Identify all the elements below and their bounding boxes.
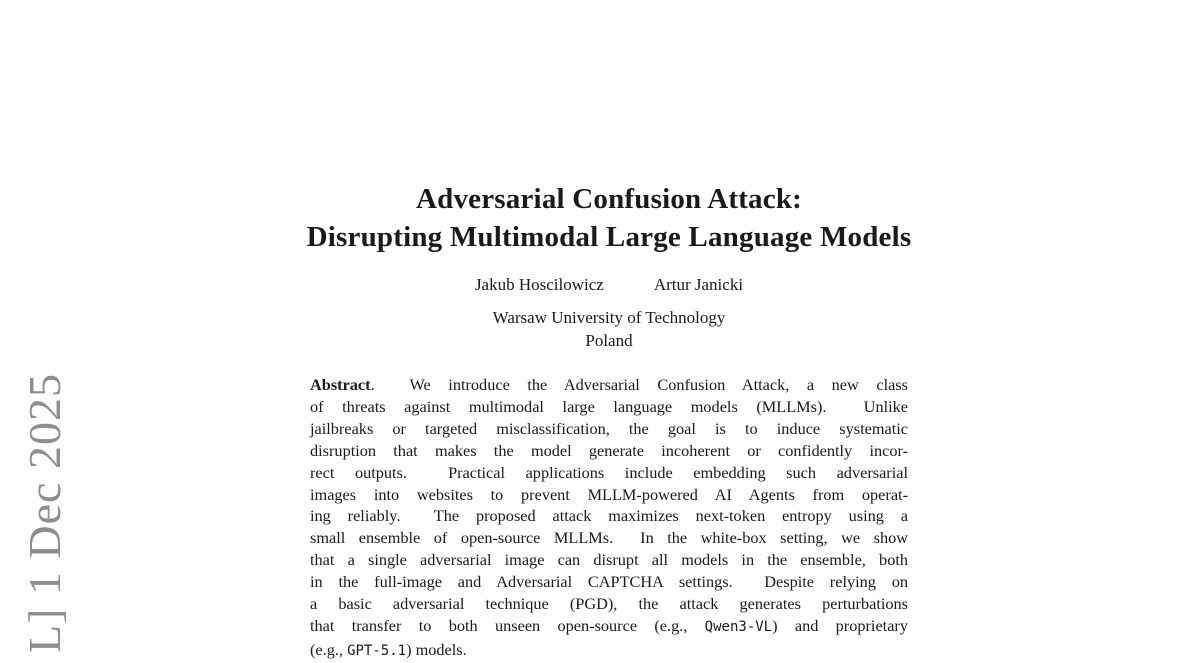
abstract-text: disruption that makes the model generate incoherent or confidently incor- [310,440,908,460]
abstract-line [310,571,908,593]
paper-title-line-1: Adversarial Confusion Attack: [415,183,803,215]
abstract-text: ) and proprietary [772,615,908,635]
abstract-line [310,593,908,615]
paper-title-line-2: Disrupting Multimodal Large Language Models [306,221,912,253]
abstract-text: a basic adversarial technique (PGD), the attack generates perturbations [310,594,908,614]
abstract-line [310,527,908,549]
abstract-line [310,440,908,462]
abstract-line [310,374,908,396]
abstract-text: in the full-image and Adversarial CAPTCHA settings. Despite relying on [310,572,908,592]
affiliation-institution: Warsaw University of Technology [492,308,726,327]
abstract-line [310,418,908,440]
abstract-text: rect outputs. Practical applications include embedding such adversarial [310,462,908,482]
abstract-line [310,639,908,663]
abstract-text: Abstract [310,375,371,394]
abstract-line [310,484,908,506]
abstract-text: (e.g., [310,639,348,659]
abstract-text: small ensemble of open-source MLLMs. In the white-box setting, we show [310,528,908,548]
model-name-code: Qwen3-VL [704,618,773,635]
arxiv-watermark: L] 1 Dec 2025 [19,373,70,653]
abstract-text: jailbreaks or targeted misclassification, the goal is to induce systematic [310,418,908,438]
affiliation-country: Poland [585,331,633,350]
abstract-text: ing reliably. The proposed attack maximizes next-token entropy using a [310,506,908,526]
model-name-code: GPT-5.1 [347,642,407,659]
abstract-line [310,396,908,418]
abstract-line [310,505,908,527]
abstract-section [310,374,908,663]
abstract-text: . We introduce the Adversarial Confusion Attack, a new class [370,375,908,394]
abstract-line [310,615,908,639]
abstract-text: images into websites to prevent MLLM-powered AI Agents from operat- [310,484,908,504]
affiliation [209,306,1009,352]
abstract-line [310,462,908,484]
heading-block [209,180,1009,352]
abstract-text: that a single adversarial image can disrupt all models in the ensemble, both [310,550,908,570]
abstract-lines [310,374,908,663]
abstract-text: that transfer to both unseen open-source (e.g., [310,615,705,635]
author-name: Jakub Hoscilowicz [474,275,604,294]
author-list [209,274,1009,296]
abstract-text: ) models. [406,639,467,659]
abstract-text: of threats against multimodal large language models (MLLMs). Unlike [310,396,908,416]
author-name: Artur Janicki [653,275,744,294]
paper-title [209,180,1009,256]
abstract-line [310,549,908,571]
